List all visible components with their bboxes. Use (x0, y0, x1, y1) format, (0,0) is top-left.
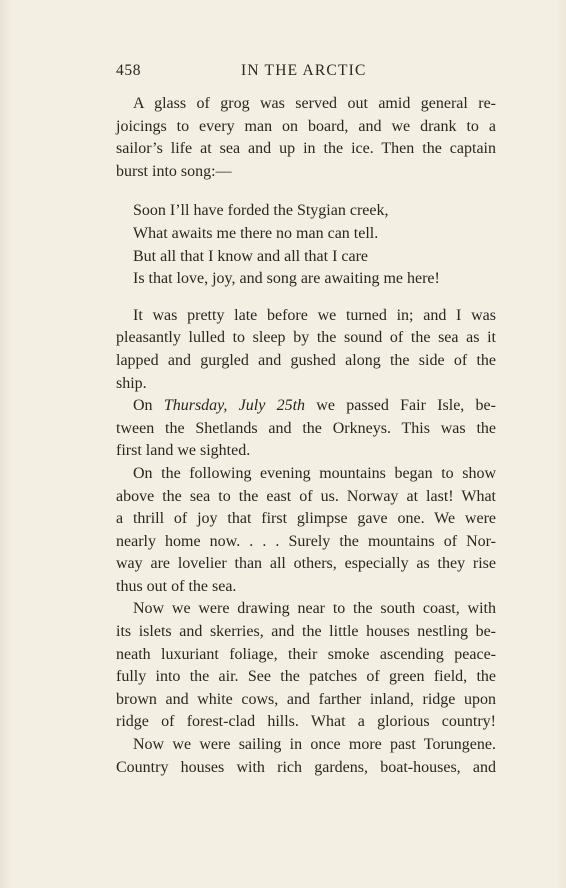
text-line: tween the Shetlands and the Orkneys. This was the (116, 419, 496, 437)
paragraph-4 (116, 463, 496, 599)
text-line: thus out of the sea. (116, 577, 237, 595)
text-line (116, 395, 496, 418)
running-head: IN THE ARCTIC (241, 62, 367, 79)
paragraph-6 (116, 734, 496, 779)
text-line: brown and white cows, and farther inland, ridge upon (116, 690, 496, 708)
paragraph-2 (116, 305, 496, 395)
text-line: nearly home now. . . . Surely the mountains of Nor- (116, 532, 496, 550)
text-line: neath luxuriant foliage, their smoke ascending peace- (116, 645, 496, 663)
text-line: above the sea to the east of us. Norway at last! What (116, 487, 496, 505)
song-verse (116, 200, 496, 290)
text-line: Now we were drawing near to the south coast, with (133, 600, 496, 618)
text-line: Now we were sailing in once more past Torungene. (133, 736, 496, 754)
text-line: way are lovelier than all others, especially as they rise (116, 555, 496, 573)
verse-line: What awaits me there no man can tell. (133, 224, 379, 242)
page-header (116, 62, 496, 84)
text-line: It was pretty late before we turned in; and I was (133, 306, 496, 324)
text-line: fully into the air. See the patches of green field, the (116, 668, 496, 686)
paragraph-5 (116, 598, 496, 734)
body-text (116, 93, 496, 779)
verse-line: Soon I’ll have forded the Stygian creek, (133, 202, 389, 220)
text-line: On the following evening mountains began to show (133, 464, 496, 482)
text-line: ship. (116, 374, 147, 392)
paragraph-1 (116, 93, 496, 183)
page-number: 458 (116, 62, 142, 79)
verse-line: Is that love, joy, and song are awaiting me here! (133, 270, 440, 288)
text-line: A glass of grog was served out amid general re- (133, 95, 496, 112)
text-line: burst into song:— (116, 162, 232, 180)
text-line: first land we sighted. (116, 442, 251, 460)
text-line: Country houses with rich gardens, boat-houses, and (116, 758, 496, 776)
verse-line: But all that I know and all that I care (133, 247, 369, 265)
text-line: joicings to every man on board, and we drank to a (116, 117, 496, 135)
text-line: pleasantly lulled to sleep by the sound of the sea as it (116, 329, 496, 347)
text-line: its islets and skerries, and the little houses nestling be- (116, 623, 496, 641)
text-segment: On (133, 397, 164, 415)
text-line: a thrill of joy that first glimpse gave one. We were (116, 510, 496, 528)
date-italic: Thursday, July 25th (163, 397, 306, 415)
text-line: ridge of forest-clad hills. What a glorious country! (116, 713, 496, 731)
text-line: lapped and gurgled and gushed along the side of the (116, 351, 496, 369)
paragraph-3 (116, 395, 496, 463)
text-line: sailor’s life at sea and up in the ice. Then the captain (116, 140, 496, 158)
text-segment: we passed Fair Isle, be- (305, 397, 496, 415)
